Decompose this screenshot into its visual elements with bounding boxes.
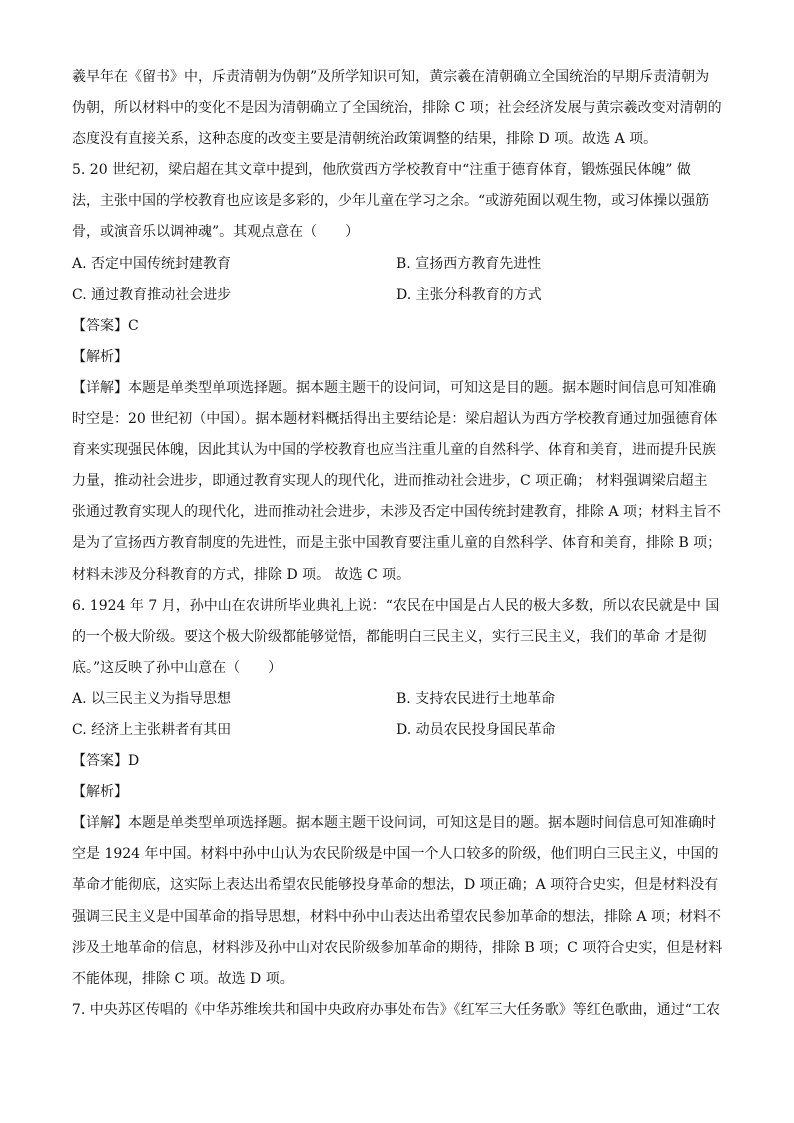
question-6-answer: 【答案】D: [72, 753, 140, 770]
detail-line: 张通过教育实现人的现代化，进而推动社会进步，未涉及否定中国传统封建教育，排除 A 项；材料主旨不: [72, 504, 722, 521]
question-5-detail: [72, 373, 724, 591]
question-line: 法，主张中国的学校教育也应该是多彩的，少年儿童在学习之余。“或游苑囿以观生物，或习体操以强筋: [72, 193, 710, 210]
detail-line: 是为了宣扬西方教育制度的先进性，而是主张中国教育要注重儿童的自然科学、体育和美育，排除 B 项；: [72, 535, 722, 552]
detail-line: 空是 1924 年中国。材料中孙中山认为农民阶级是中国一个人口较多的阶级，他们明白三民主义，中国的: [72, 846, 719, 863]
question-5-answer: 【答案】C: [72, 317, 139, 334]
detail-line: 【详解】本题是单类型单项选择题。据本题主题干设问词，可知这是目的题。据本题时间信息可知准确时: [72, 815, 716, 832]
question-5-analysis-label: 【解析】: [72, 348, 128, 365]
detail-line: 育来实现强民体魄，因此其认为中国的学校教育也应当注重儿童的自然科学、体育和美育，进而提升民族: [72, 442, 716, 459]
question-5-options-row-2: [72, 280, 724, 311]
detail-line: 力量，推动社会进步，即通过教育实现人的现代化，进而推动社会进步，C 项正确； 材料强调梁启超主: [72, 473, 708, 490]
question-line: 6. 1924 年 7 月，孙中山在农讲所毕业典礼上说：“农民在中国是占人民的极大多数，所以农民就是中 国: [72, 597, 720, 614]
option-a: A. 否定中国传统封建教育: [72, 255, 232, 272]
detail-line: 材料未涉及分科教育的方式，排除 D 项。 故选 C 项。: [72, 566, 411, 583]
question-line: 5. 20 世纪初，梁启超在其文章中提到，他欣赏西方学校教育中“注重于德育体育，锻炼强民体魄” 做: [72, 162, 691, 179]
intro-paragraph: [72, 62, 724, 155]
intro-line: 伪朝，所以材料中的变化不是因为清朝确立了全国统治，排除 C 项；社会经济发展与黄宗羲改变对清朝的: [72, 100, 722, 117]
question-6-options-row-1: [72, 684, 724, 715]
detail-line: 革命才能彻底，这实际上表达出希望农民能够投身革命的想法，D 项正确；A 项符合史实，但是材料没有: [72, 877, 719, 894]
intro-line: 羲早年在《留书》中，斥责清朝为伪朝”及所学知识可知，黄宗羲在清朝确立全国统治的早期斥责清朝为: [72, 69, 710, 85]
question-6-options-row-2: [72, 715, 724, 746]
detail-line: 涉及土地革命的信息，材料涉及孙中山对农民阶级参加革命的期待，排除 B 项；C 项符合史实，但是材料: [72, 939, 723, 956]
question-line: 底。”这反映了孙中山意在（ ）: [72, 659, 283, 676]
option-d: D. 主张分科教育的方式: [396, 286, 542, 303]
detail-line: 时空是：20 世纪初（中国）。据本题材料概括得出主要结论是：梁启超认为西方学校教育通过加强德育体: [72, 411, 718, 428]
detail-line: 【详解】本题是单类型单项选择题。据本题主题干的设问词，可知这是目的题。据本题时间信息可知准确: [72, 379, 716, 396]
question-7-stem: [72, 995, 724, 1026]
question-6-analysis-label: 【解析】: [72, 784, 128, 801]
option-d: D. 动员农民投身国民革命: [396, 721, 556, 738]
detail-line: 不能体现，排除 C 项。故选 D 项。: [72, 970, 294, 987]
question-5-options-row-1: [72, 249, 724, 280]
detail-line: 强调三民主义是中国革命的指导思想，材料中孙中山表达出希望农民参加革命的想法，排除 A 项；材料不: [72, 908, 722, 925]
option-b: B. 宣扬西方教育先进性: [396, 255, 542, 272]
question-line: 骨，或演音乐以调神魂”。其观点意在（ ）: [72, 224, 360, 241]
question-6-detail: [72, 808, 724, 995]
intro-line: 态度没有直接关系，这种态度的改变主要是清朝统治政策调整的结果，排除 D 项。故选 A 项。: [72, 131, 658, 148]
question-5-stem: [72, 155, 724, 248]
document-page: [72, 62, 724, 1026]
option-b: B. 支持农民进行土地革命: [396, 690, 556, 707]
question-line: 7. 中央苏区传唱的《中华苏维埃共和国中央政府办事处布告》《红军三大任务歌》等红色歌曲，通过“工农: [72, 1001, 720, 1018]
option-c: C. 通过教育推动社会进步: [72, 286, 232, 303]
option-a: A. 以三民主义为指导思想: [72, 690, 232, 707]
question-6-stem: [72, 591, 724, 684]
question-line: 的一个极大阶级。要这个极大阶级都能够觉悟，都能明白三民主义，实行三民主义，我们的革命 才是彻: [72, 628, 707, 645]
option-c: C. 经济上主张耕者有其田: [72, 721, 232, 738]
